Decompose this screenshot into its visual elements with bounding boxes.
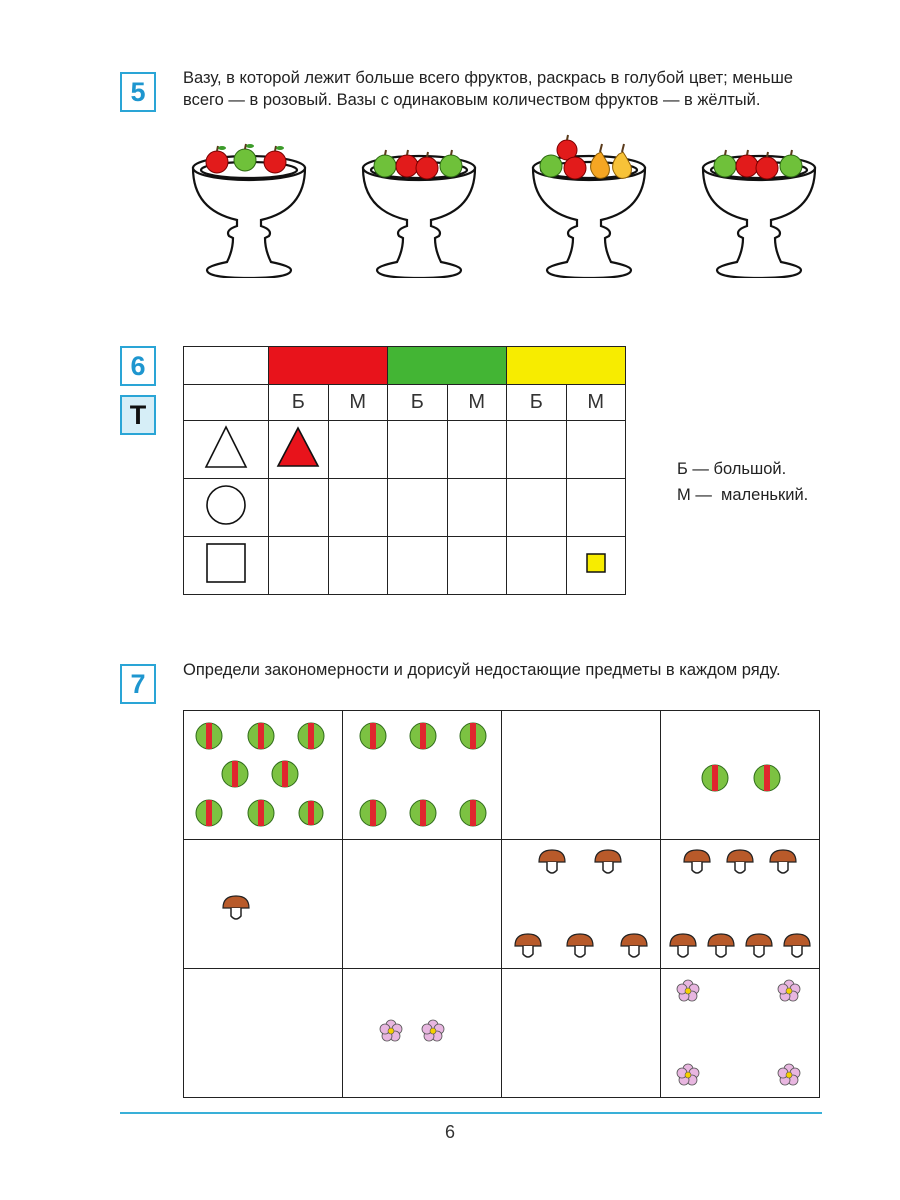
- pattern-cell-empty[interactable]: [184, 969, 343, 1098]
- watermelon-icon: [360, 723, 386, 749]
- size-header: М: [447, 385, 507, 421]
- grid-cell[interactable]: [447, 479, 507, 537]
- legend-small: М — маленький.: [677, 486, 809, 504]
- mushroom-icon: [770, 850, 796, 873]
- fruit-yellow-pear: [613, 144, 632, 178]
- fruit-red-apple: [396, 150, 418, 177]
- fruit-green-apple: [374, 150, 396, 177]
- watermelon-icon: [196, 800, 222, 826]
- vase-body: [193, 156, 305, 278]
- task-number-7: 7: [120, 664, 156, 704]
- fruit-red-apple: [557, 135, 577, 160]
- legend-big: Б — большой.: [677, 460, 787, 478]
- grid-cell[interactable]: [507, 421, 567, 479]
- fruit-green-apple: [440, 150, 462, 177]
- pattern-cell[interactable]: [661, 711, 820, 840]
- watermelon-icon: [298, 723, 324, 749]
- color-header-red: [269, 347, 388, 385]
- mushroom-icon: [727, 850, 753, 873]
- grid-cell[interactable]: [269, 537, 329, 595]
- task7-instruction: Определи закономерности и дорисуй недостающие предметы в каждом ряду.: [183, 661, 781, 679]
- grid-cell[interactable]: [566, 421, 626, 479]
- pattern-cell[interactable]: [184, 840, 343, 969]
- shapes-color-size-table: [183, 346, 626, 595]
- pattern-cell[interactable]: [343, 969, 502, 1098]
- size-header: Б: [388, 385, 448, 421]
- watermelon-icon: [702, 765, 728, 791]
- fruit-yellow-pear: [591, 144, 610, 178]
- corner-cell: [184, 347, 269, 385]
- watermelon-icon: [460, 723, 486, 749]
- fruit-red-apple: [206, 146, 228, 173]
- flower-icon: [422, 1020, 444, 1041]
- watermelon-group: [343, 711, 501, 835]
- watermelon-group: [661, 711, 819, 835]
- vase-3[interactable]: [525, 132, 655, 278]
- watermelon-icon: [410, 800, 436, 826]
- circle-icon: [203, 482, 249, 528]
- row-shape-circle: [184, 479, 269, 537]
- watermelon-icon: [360, 800, 386, 826]
- pattern-cell[interactable]: [661, 969, 820, 1098]
- pattern-grid: [183, 710, 820, 1098]
- fruit-green-apple: [780, 150, 802, 177]
- watermelon-icon: [248, 723, 274, 749]
- pattern-cell[interactable]: [343, 711, 502, 840]
- mushroom-icon: [567, 934, 593, 957]
- fruit-green-apple: [540, 155, 562, 177]
- flower-group: [343, 969, 501, 1093]
- square-icon: [203, 540, 249, 586]
- grid-cell[interactable]: [328, 537, 388, 595]
- grid-cell[interactable]: [566, 479, 626, 537]
- mushroom-icon: [223, 896, 249, 919]
- grid-cell[interactable]: [447, 421, 507, 479]
- watermelon-icon: [272, 761, 298, 787]
- watermelon-icon: [196, 723, 222, 749]
- row-shape-triangle: [184, 421, 269, 479]
- watermelon-icon: [248, 800, 274, 826]
- flower-icon: [380, 1020, 402, 1041]
- watermelon-group: [184, 711, 342, 835]
- flower-icon: [778, 1064, 800, 1085]
- grid-cell[interactable]: [269, 479, 329, 537]
- vase-2[interactable]: [355, 138, 485, 278]
- mushroom-icon: [515, 934, 541, 957]
- grid-cell[interactable]: [388, 421, 448, 479]
- grid-cell[interactable]: [388, 537, 448, 595]
- footer-divider: [120, 1112, 822, 1114]
- watermelon-icon: [299, 801, 323, 825]
- size-header: М: [566, 385, 626, 421]
- vase-4[interactable]: [695, 138, 825, 278]
- color-header-green: [388, 347, 507, 385]
- row-shape-square: [184, 537, 269, 595]
- mushroom-group: [184, 840, 342, 968]
- grid-cell[interactable]: [507, 537, 567, 595]
- pattern-cell[interactable]: [184, 711, 343, 840]
- task5-instruction-line1: Вазу, в которой лежит больше всего фруктов, раскрась в голубой цвет; меньше: [183, 69, 793, 87]
- fruit-red-apple: [736, 150, 758, 177]
- fruit-green-apple: [714, 150, 736, 177]
- cell-yellow-small-square[interactable]: [566, 537, 626, 595]
- test-badge: Т: [120, 395, 156, 435]
- size-legend: [677, 456, 808, 508]
- color-header-yellow: [507, 347, 626, 385]
- mushroom-icon: [784, 934, 810, 957]
- page-number: 6: [444, 1122, 455, 1142]
- grid-cell[interactable]: [507, 479, 567, 537]
- watermelon-icon: [460, 800, 486, 826]
- task-number-5: 5: [120, 72, 156, 112]
- fruit-green-apple: [234, 144, 256, 171]
- task-number-6: 6: [120, 346, 156, 386]
- mushroom-icon: [595, 850, 621, 873]
- grid-cell[interactable]: [388, 479, 448, 537]
- cell-red-big-triangle[interactable]: [269, 421, 329, 479]
- yellow-square-icon: [585, 552, 607, 574]
- mushroom-icon: [708, 934, 734, 957]
- watermelon-icon: [410, 723, 436, 749]
- watermelon-icon: [222, 761, 248, 787]
- mushroom-icon: [621, 934, 647, 957]
- pattern-cell-empty[interactable]: [502, 711, 661, 840]
- pattern-cell-empty[interactable]: [343, 840, 502, 969]
- mushroom-icon: [670, 934, 696, 957]
- size-header: Б: [269, 385, 329, 421]
- pattern-cell-empty[interactable]: [502, 969, 661, 1098]
- mushroom-group: [502, 840, 660, 968]
- vase-1[interactable]: [185, 138, 315, 278]
- task5-instruction-line2: всего — в розовый. Вазы с одинаковым количеством фруктов — в жёлтый.: [183, 91, 761, 109]
- pattern-cell[interactable]: [502, 840, 661, 969]
- size-corner-cell: [184, 385, 269, 421]
- grid-cell[interactable]: [447, 537, 507, 595]
- flower-group: [661, 969, 819, 1093]
- watermelon-icon: [754, 765, 780, 791]
- grid-cell[interactable]: [328, 421, 388, 479]
- fruit-red-apple: [564, 157, 586, 179]
- size-header: Б: [507, 385, 567, 421]
- fruit-red-apple: [264, 146, 286, 173]
- mushroom-icon: [684, 850, 710, 873]
- pattern-cell[interactable]: [661, 840, 820, 969]
- flower-icon: [778, 980, 800, 1001]
- flower-icon: [677, 1064, 699, 1085]
- size-header: М: [328, 385, 388, 421]
- grid-cell[interactable]: [328, 479, 388, 537]
- mushroom-icon: [746, 934, 772, 957]
- task5-instruction: [183, 67, 843, 111]
- mushroom-group: [661, 840, 819, 968]
- red-triangle-icon: [276, 426, 320, 468]
- flower-icon: [677, 980, 699, 1001]
- triangle-icon: [203, 424, 249, 470]
- mushroom-icon: [539, 850, 565, 873]
